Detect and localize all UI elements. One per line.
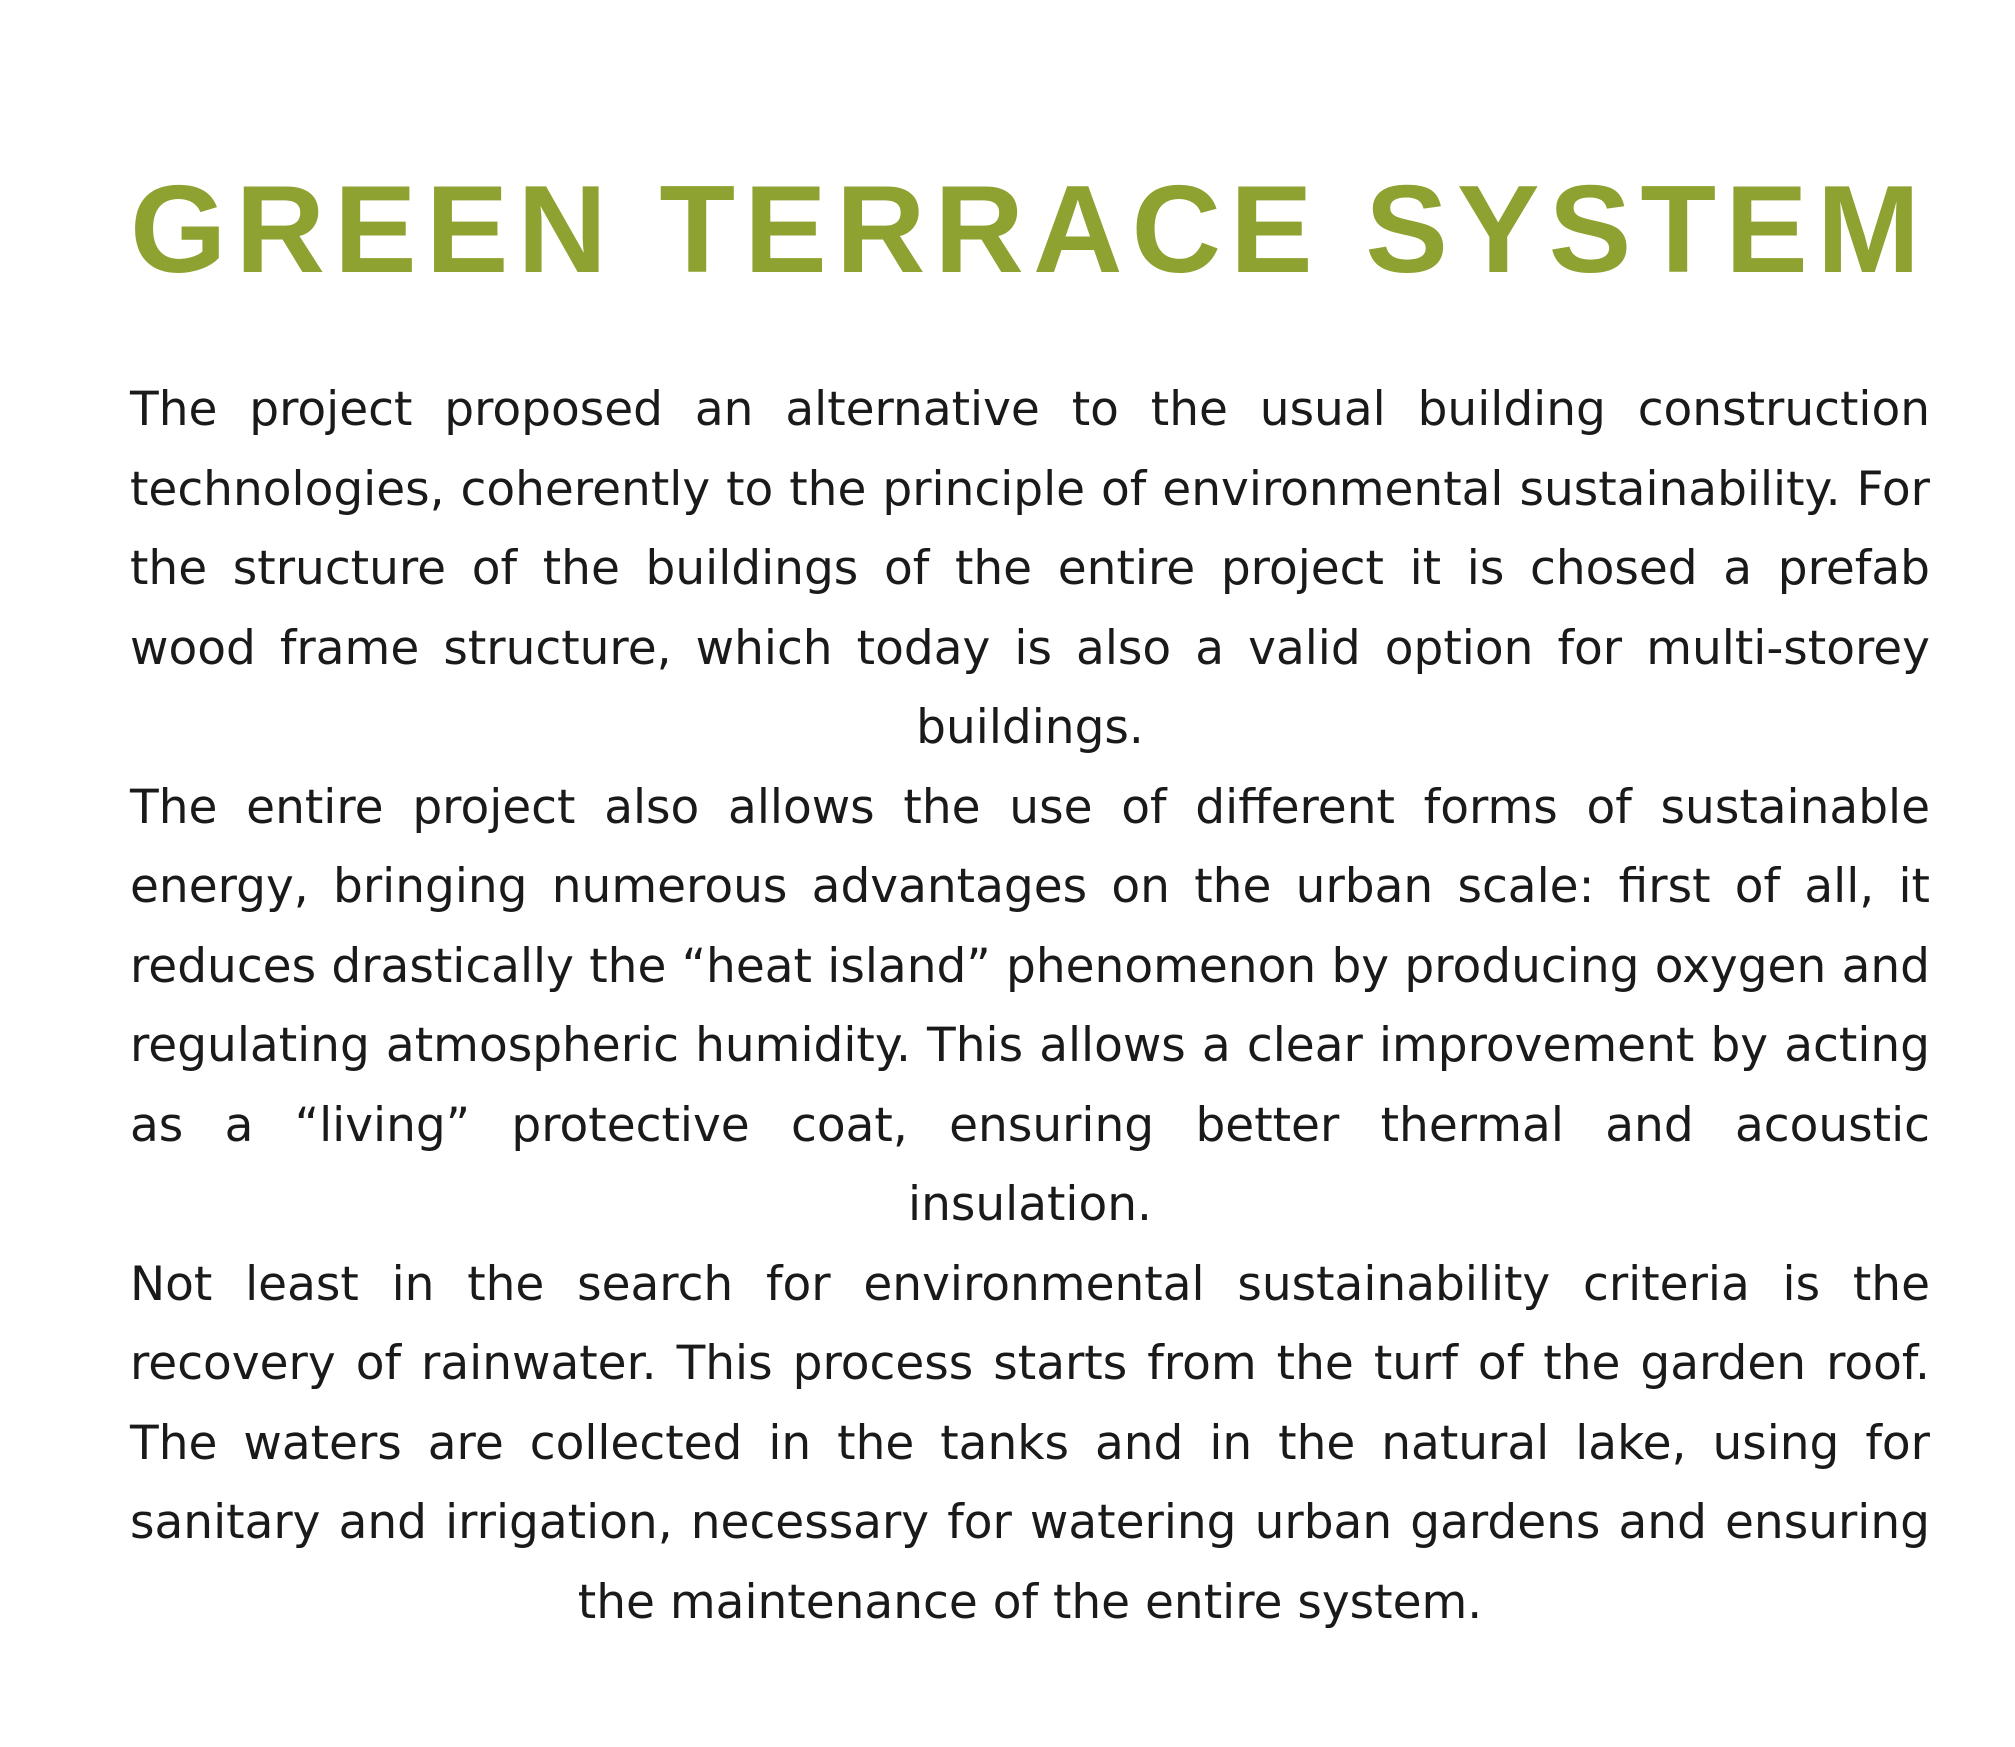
paragraph-rainwater: Not least in the search for environmental sustainability criteria is the recovery of rainwater. This process starts from the turf of the garden roof. The waters are collected in the tanks and in the natural lake, using for sanitary and irrigation, necessary for watering urban gardens and ensuring the maintenance of the entire system.: [130, 1256, 1930, 1630]
paragraph-energy: The entire project also allows the use of different forms of sustainable energy, bringing numerous advantages on the urban scale: first of all, it reduces drastically the “heat island” phenomenon by producing oxygen and regulating atmospheric humidity. This allows a clear improvement by acting as a “living” protective coat, ensuring better thermal and acoustic insulation.: [130, 779, 1930, 1232]
body-text: [130, 370, 1930, 1642]
paragraph-structure: The project proposed an alternative to the usual building construction technologies, coherently to the principle of environmental sustainability. For the structure of the buildings of the entire project it is chosed a prefab wood frame structure, which today is also a valid option for multi-storey buildings.: [130, 382, 1930, 755]
page-title: GREEN TERRACE SYSTEM: [130, 161, 1930, 299]
